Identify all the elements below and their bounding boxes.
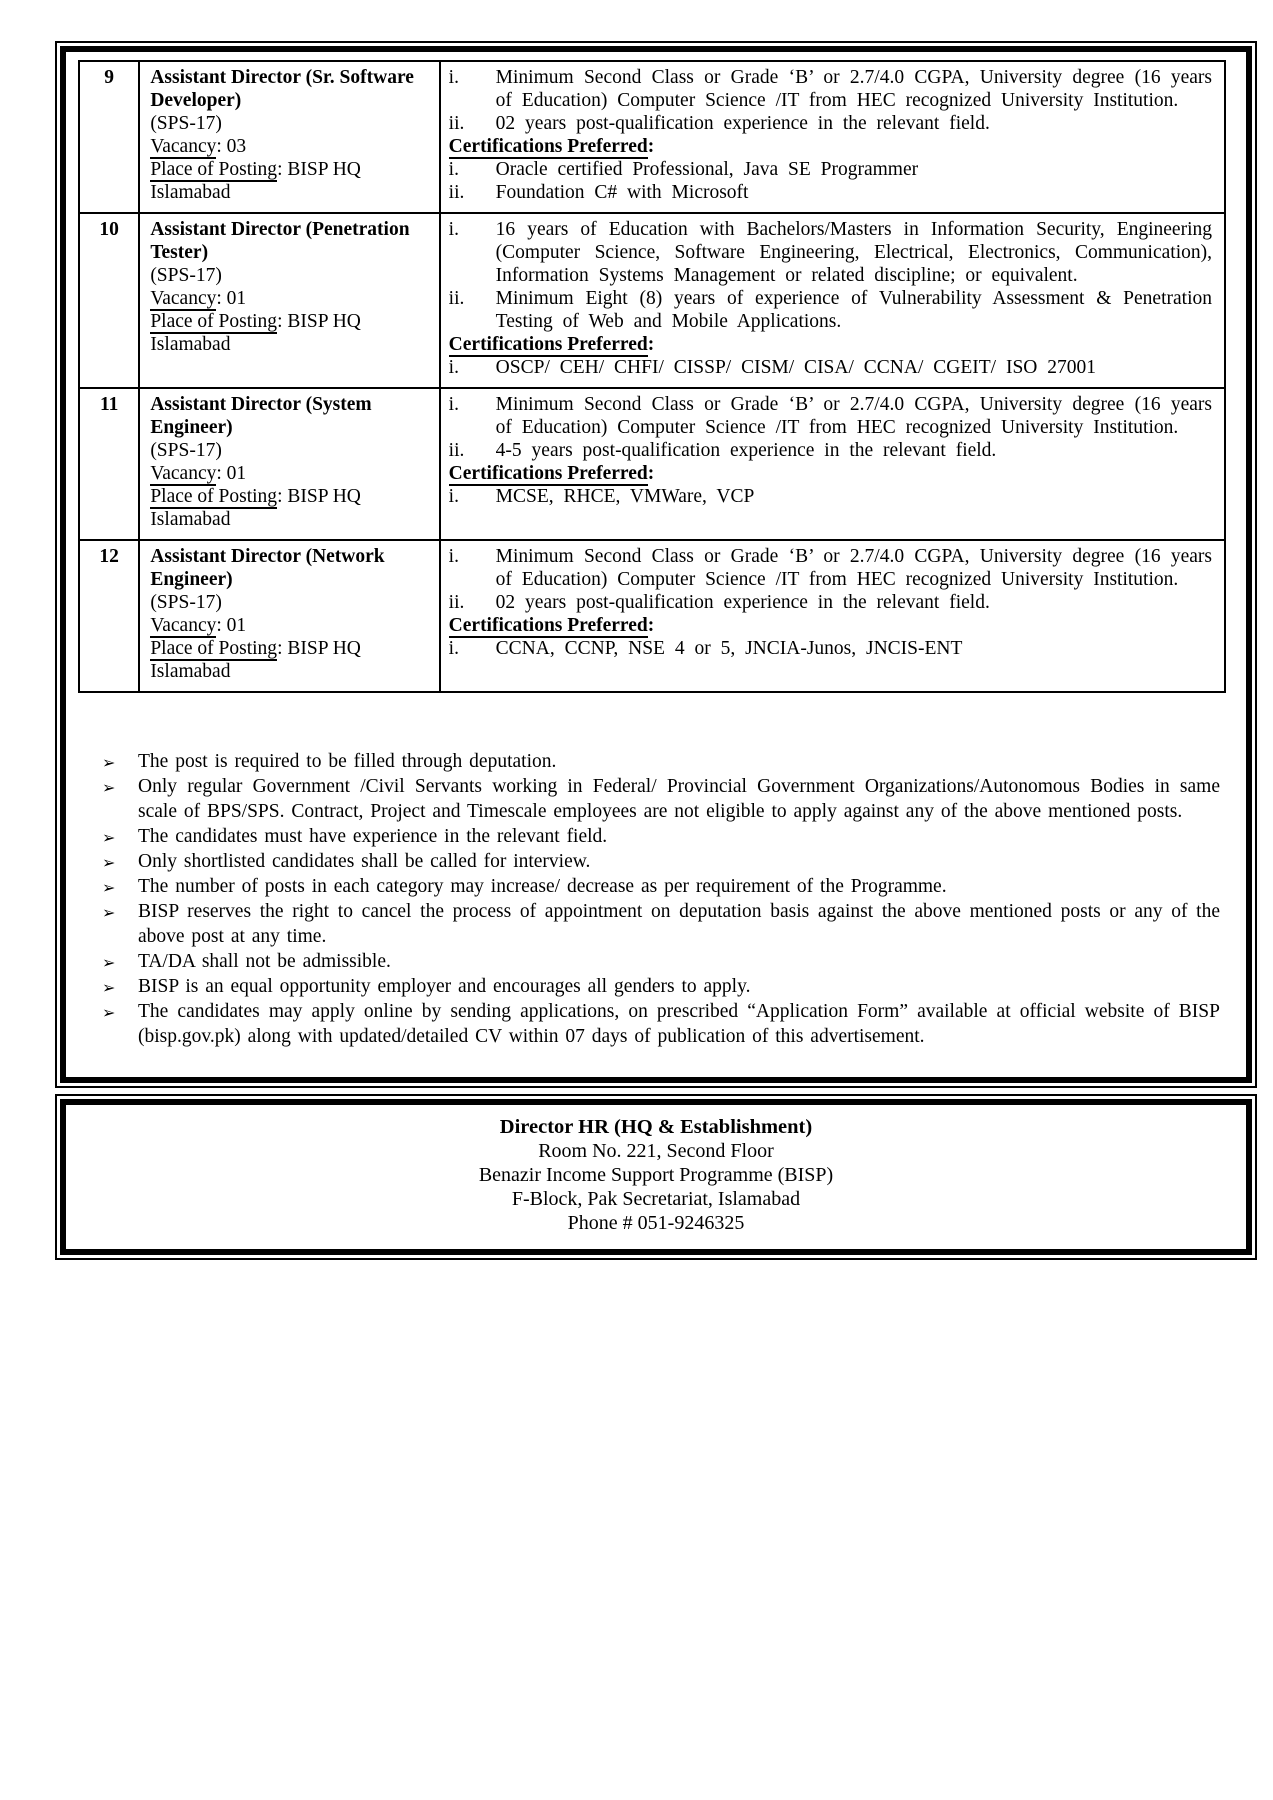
bullet-arrow-icon: ➢ [102, 753, 116, 772]
requirement-item [441, 287, 1212, 333]
position-grade: (SPS-17) [150, 592, 222, 613]
vacancy-value: : 03 [216, 136, 247, 157]
note-text: TA/DA shall not be admissible. [138, 951, 391, 972]
bullet-arrow-icon: ➢ [102, 903, 116, 922]
serial-number-cell [79, 388, 139, 540]
bullet-arrow-icon: ➢ [102, 1003, 116, 1022]
table-row [79, 388, 1225, 540]
vacancy-line [150, 135, 430, 158]
posting-label: Place of Posting [150, 638, 278, 659]
requirement-text: 4-5 years post-qualification experience in the relevant field. [495, 440, 997, 461]
certifications-heading-text: Certifications Preferred [448, 136, 648, 157]
certifications-heading [441, 135, 1212, 158]
note-text: BISP is an equal opportunity employer and encourages all genders to apply. [138, 976, 751, 997]
job-requirements-table [78, 60, 1226, 693]
certifications-heading-text: Certifications Preferred [448, 334, 648, 355]
posting-city: Islamabad [150, 661, 231, 682]
vacancy-label: Vacancy [150, 463, 217, 484]
note-item [100, 874, 1220, 899]
advertisement-frame [60, 46, 1252, 1083]
certification-text: Oracle certified Professional, Java SE Programmer [495, 159, 919, 180]
requirement-text: 16 years of Education with Bachelors/Masters in Information Security, Engineering (Computer Science, Software Engineering, Electrical, Electronics, Communication), Information Systems Management or related discipline; or equivalent. [495, 219, 1212, 286]
certification-text: CCNA, CCNP, NSE 4 or 5, JNCIA-Junos, JNCIS-ENT [495, 638, 963, 659]
certifications-heading-colon: : [647, 334, 655, 355]
table-row [79, 213, 1225, 388]
requirement-item [441, 591, 1212, 614]
vacancy-value: : 01 [216, 288, 247, 309]
posting-city: Islamabad [150, 334, 231, 355]
certification-number: i. [448, 357, 459, 378]
posting-value: : BISP HQ [277, 638, 361, 659]
certification-item [441, 637, 1212, 660]
posting-value: : BISP HQ [277, 486, 361, 507]
position-cell [139, 213, 439, 388]
footer-title: Director HR (HQ & Establishment) [499, 1116, 813, 1138]
position-cell [139, 540, 439, 692]
vacancy-label: Vacancy [150, 615, 217, 636]
certification-item [441, 158, 1212, 181]
requirement-text: Minimum Eight (8) years of experience of Vulnerability Assessment & Penetration Testing of Web and Mobile Applications. [495, 288, 1212, 332]
requirements-cell [440, 540, 1225, 692]
serial-number-cell [79, 61, 139, 213]
note-item [100, 999, 1220, 1049]
requirement-text: Minimum Second Class or Grade ‘B’ or 2.7/4.0 CGPA, University degree (16 years of Education) Computer Science /IT from HEC recognized University Institution. [495, 67, 1212, 111]
position-grade: (SPS-17) [150, 440, 222, 461]
posting-label: Place of Posting [150, 486, 278, 507]
serial-number: 10 [99, 219, 119, 240]
certifications-heading-text: Certifications Preferred [448, 463, 648, 484]
requirement-text: 02 years post-qualification experience in the relevant field. [495, 592, 990, 613]
requirement-number: ii. [448, 113, 465, 134]
vacancy-value: : 01 [216, 615, 247, 636]
note-item [100, 824, 1220, 849]
certifications-heading-colon: : [647, 136, 655, 157]
bullet-arrow-icon: ➢ [102, 778, 116, 797]
note-text: BISP reserves the right to cancel the process of appointment on deputation basis against the above mentioned posts or any of the above post at any time. [138, 901, 1220, 947]
note-text: The candidates may apply online by sending applications, on prescribed “Application Form” available at official website of BISP (bisp.gov.pk) along with updated/detailed CV within 07 days of publication of this advertisement. [138, 1001, 1220, 1047]
note-text: Only shortlisted candidates shall be called for interview. [138, 851, 591, 872]
certifications-heading [441, 333, 1212, 356]
requirement-number: ii. [448, 592, 465, 613]
serial-number: 12 [99, 546, 119, 567]
certifications-heading-colon: : [647, 615, 655, 636]
certifications-heading-text: Certifications Preferred [448, 615, 648, 636]
footer-line: Room No. 221, Second Floor [538, 1140, 774, 1162]
vacancy-value: : 01 [216, 463, 247, 484]
position-grade: (SPS-17) [150, 113, 222, 134]
certification-item [441, 181, 1212, 204]
table-row [79, 540, 1225, 692]
certification-item [441, 356, 1212, 379]
certification-text: OSCP/ CEH/ CHFI/ CISSP/ CISM/ CISA/ CCNA/ CGEIT/ ISO 27001 [495, 357, 1096, 378]
posting-line [150, 637, 430, 660]
requirement-number: i. [448, 67, 459, 88]
bullet-arrow-icon: ➢ [102, 853, 116, 872]
bullet-arrow-icon: ➢ [102, 828, 116, 847]
table-row [79, 61, 1225, 213]
requirement-text: Minimum Second Class or Grade ‘B’ or 2.7/4.0 CGPA, University degree (16 years of Education) Computer Science /IT from HEC recognized University Institution. [495, 394, 1212, 438]
vacancy-line [150, 287, 430, 310]
serial-number-cell [79, 540, 139, 692]
certification-number: i. [448, 486, 459, 507]
posting-city: Islamabad [150, 509, 231, 530]
note-item [100, 749, 1220, 774]
bullet-arrow-icon: ➢ [102, 978, 116, 997]
requirement-text: 02 years post-qualification experience in the relevant field. [495, 113, 990, 134]
footer-line: Phone # 051-9246325 [567, 1212, 745, 1234]
position-cell [139, 61, 439, 213]
footer-line: F-Block, Pak Secretariat, Islamabad [511, 1188, 801, 1210]
note-item [100, 949, 1220, 974]
certification-text: Foundation C# with Microsoft [495, 182, 749, 203]
posting-city: Islamabad [150, 182, 231, 203]
certifications-heading [441, 614, 1212, 637]
note-item [100, 849, 1220, 874]
certifications-heading [441, 462, 1212, 485]
requirement-item [441, 66, 1212, 112]
requirement-number: i. [448, 546, 459, 567]
posting-value: : BISP HQ [277, 311, 361, 332]
requirement-item [441, 439, 1212, 462]
position-title: Assistant Director (Sr. Software Developer) [150, 67, 414, 111]
requirements-cell [440, 61, 1225, 213]
requirement-number: i. [448, 219, 459, 240]
note-item [100, 974, 1220, 999]
notes-list [100, 749, 1220, 1049]
requirement-number: i. [448, 394, 459, 415]
requirements-cell [440, 388, 1225, 540]
requirement-number: ii. [448, 288, 465, 309]
position-title: Assistant Director (Penetration Tester) [150, 219, 410, 263]
requirement-item [441, 112, 1212, 135]
position-grade: (SPS-17) [150, 265, 222, 286]
requirement-number: ii. [448, 440, 465, 461]
requirement-item [441, 393, 1212, 439]
note-item [100, 774, 1220, 824]
posting-line [150, 310, 430, 333]
certifications-heading-colon: : [647, 463, 655, 484]
posting-label: Place of Posting [150, 311, 278, 332]
requirement-text: Minimum Second Class or Grade ‘B’ or 2.7/4.0 CGPA, University degree (16 years of Education) Computer Science /IT from HEC recognized University Institution. [495, 546, 1212, 590]
note-text: The candidates must have experience in the relevant field. [138, 826, 608, 847]
bullet-arrow-icon: ➢ [102, 878, 116, 897]
certification-number: i. [448, 159, 459, 180]
vacancy-line [150, 614, 430, 637]
position-title: Assistant Director (Network Engineer) [150, 546, 385, 590]
serial-number-cell [79, 213, 139, 388]
note-text: Only regular Government /Civil Servants working in Federal/ Provincial Government Organizations/Autonomous Bodies in same scale of BPS/SPS. Contract, Project and Timescale employees are not eligible to apply against any of the above mentioned posts. [138, 776, 1220, 822]
note-item [100, 899, 1220, 949]
vacancy-label: Vacancy [150, 288, 217, 309]
serial-number: 9 [104, 67, 115, 88]
certification-number: i. [448, 638, 459, 659]
note-text: The number of posts in each category may increase/ decrease as per requirement of the Programme. [138, 876, 947, 897]
serial-number: 11 [99, 394, 119, 415]
certification-number: ii. [448, 182, 465, 203]
requirements-cell [440, 213, 1225, 388]
requirement-item [441, 218, 1212, 287]
requirement-item [441, 545, 1212, 591]
note-text: The post is required to be filled through deputation. [138, 751, 557, 772]
footer-contact-frame [60, 1099, 1252, 1255]
position-cell [139, 388, 439, 540]
bullet-arrow-icon: ➢ [102, 953, 116, 972]
posting-line [150, 158, 430, 181]
footer-line: Benazir Income Support Programme (BISP) [478, 1164, 834, 1186]
posting-line [150, 485, 430, 508]
posting-value: : BISP HQ [277, 159, 361, 180]
vacancy-label: Vacancy [150, 136, 217, 157]
certification-text: MCSE, RHCE, VMWare, VCP [495, 486, 755, 507]
position-title: Assistant Director (System Engineer) [150, 394, 372, 438]
posting-label: Place of Posting [150, 159, 278, 180]
vacancy-line [150, 462, 430, 485]
certification-item [441, 485, 1212, 508]
